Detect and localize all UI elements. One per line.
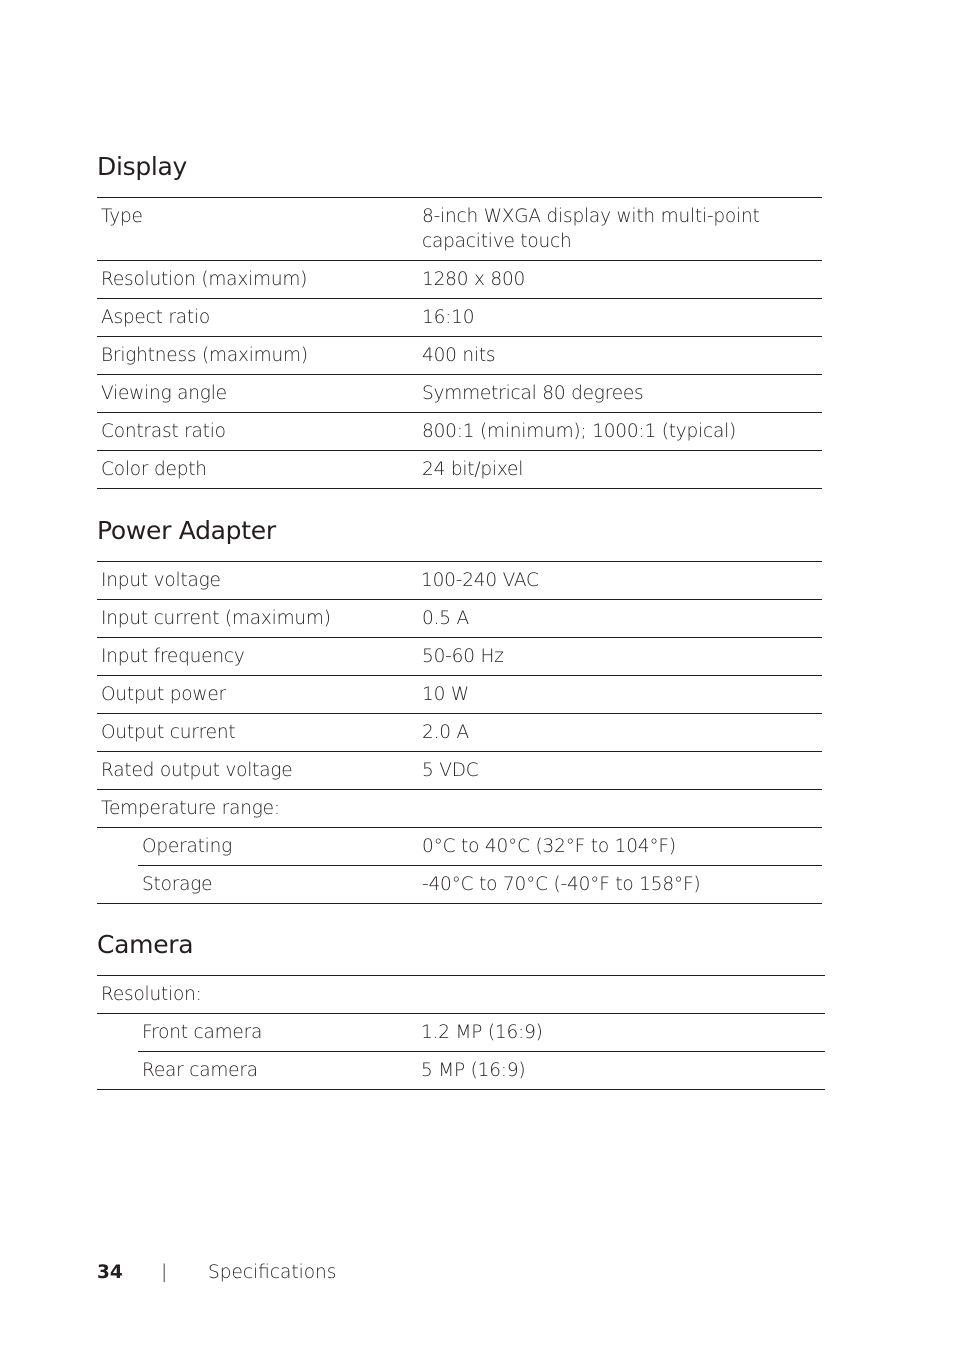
table-row xyxy=(97,1052,825,1090)
table-row xyxy=(97,261,822,299)
table-row xyxy=(97,714,822,752)
spec-value: 50-60 Hz xyxy=(422,646,504,667)
spec-value: 16:10 xyxy=(422,307,475,328)
table-row xyxy=(97,790,822,828)
spec-label: Color depth xyxy=(101,459,207,480)
table-row xyxy=(97,828,822,866)
spec-label: Output current xyxy=(101,722,236,743)
table-row xyxy=(97,198,822,261)
footer-section-name: Specifications xyxy=(208,1262,337,1283)
display-spec-table xyxy=(97,197,822,489)
spec-label: Resolution: xyxy=(101,984,202,1005)
spec-label: Input frequency xyxy=(101,646,245,667)
spec-label: Contrast ratio xyxy=(101,421,226,442)
spec-label: Rear camera xyxy=(142,1060,258,1081)
spec-label: Viewing angle xyxy=(101,383,227,404)
spec-label: Input voltage xyxy=(101,570,221,591)
table-row xyxy=(97,866,822,904)
spec-value: Symmetrical 80 degrees xyxy=(422,383,644,404)
spec-label: Front camera xyxy=(142,1022,263,1043)
table-row xyxy=(97,413,822,451)
spec-value: 400 nits xyxy=(422,345,496,366)
spec-label: Aspect ratio xyxy=(101,307,210,328)
spec-value: 5 VDC xyxy=(422,760,479,781)
spec-label: Storage xyxy=(142,874,213,895)
spec-value: 0.5 A xyxy=(422,608,469,629)
power-adapter-spec-table xyxy=(97,561,822,904)
spec-value: 100-240 VAC xyxy=(421,570,539,591)
spec-value: 2.0 A xyxy=(422,722,469,743)
spec-value: -40°C to 70°C (-40°F to 158°F) xyxy=(422,874,701,895)
spec-label: Brightness (maximum) xyxy=(101,345,308,366)
camera-section-title: Camera xyxy=(97,930,194,959)
table-row xyxy=(97,1014,825,1052)
table-row xyxy=(97,600,822,638)
spec-label: Output power xyxy=(101,684,226,705)
spec-label: Input current (maximum) xyxy=(101,608,331,629)
spec-label: Resolution (maximum) xyxy=(101,269,308,290)
spec-value: 5 MP (16:9) xyxy=(421,1060,526,1081)
spec-label: Rated output voltage xyxy=(101,760,293,781)
table-row xyxy=(97,375,822,413)
table-row xyxy=(97,638,822,676)
spec-label: Temperature range: xyxy=(101,798,280,819)
table-row xyxy=(97,676,822,714)
spec-value: 1.2 MP (16:9) xyxy=(421,1022,543,1043)
footer-separator: | xyxy=(161,1262,168,1283)
table-row xyxy=(97,562,822,600)
table-row xyxy=(97,976,825,1014)
spec-value: 1280 x 800 xyxy=(422,269,526,290)
spec-value: 10 W xyxy=(422,684,469,705)
spec-value: 800:1 (minimum); 1000:1 (typical) xyxy=(422,421,737,442)
display-section-title: Display xyxy=(97,152,188,181)
spec-value: 8-inch WXGA display with multi-point capacitive touch xyxy=(422,206,760,252)
table-row xyxy=(97,752,822,790)
spec-label: Type xyxy=(101,206,143,227)
spec-value: 0°C to 40°C (32°F to 104°F) xyxy=(422,836,676,857)
table-row xyxy=(97,337,822,375)
table-row xyxy=(97,299,822,337)
spec-value: 24 bit/pixel xyxy=(422,459,524,480)
table-row xyxy=(97,451,822,489)
camera-spec-table xyxy=(97,975,825,1090)
power-adapter-section-title: Power Adapter xyxy=(97,516,276,545)
spec-label: Operating xyxy=(142,836,233,857)
page-number: 34 xyxy=(97,1262,123,1283)
